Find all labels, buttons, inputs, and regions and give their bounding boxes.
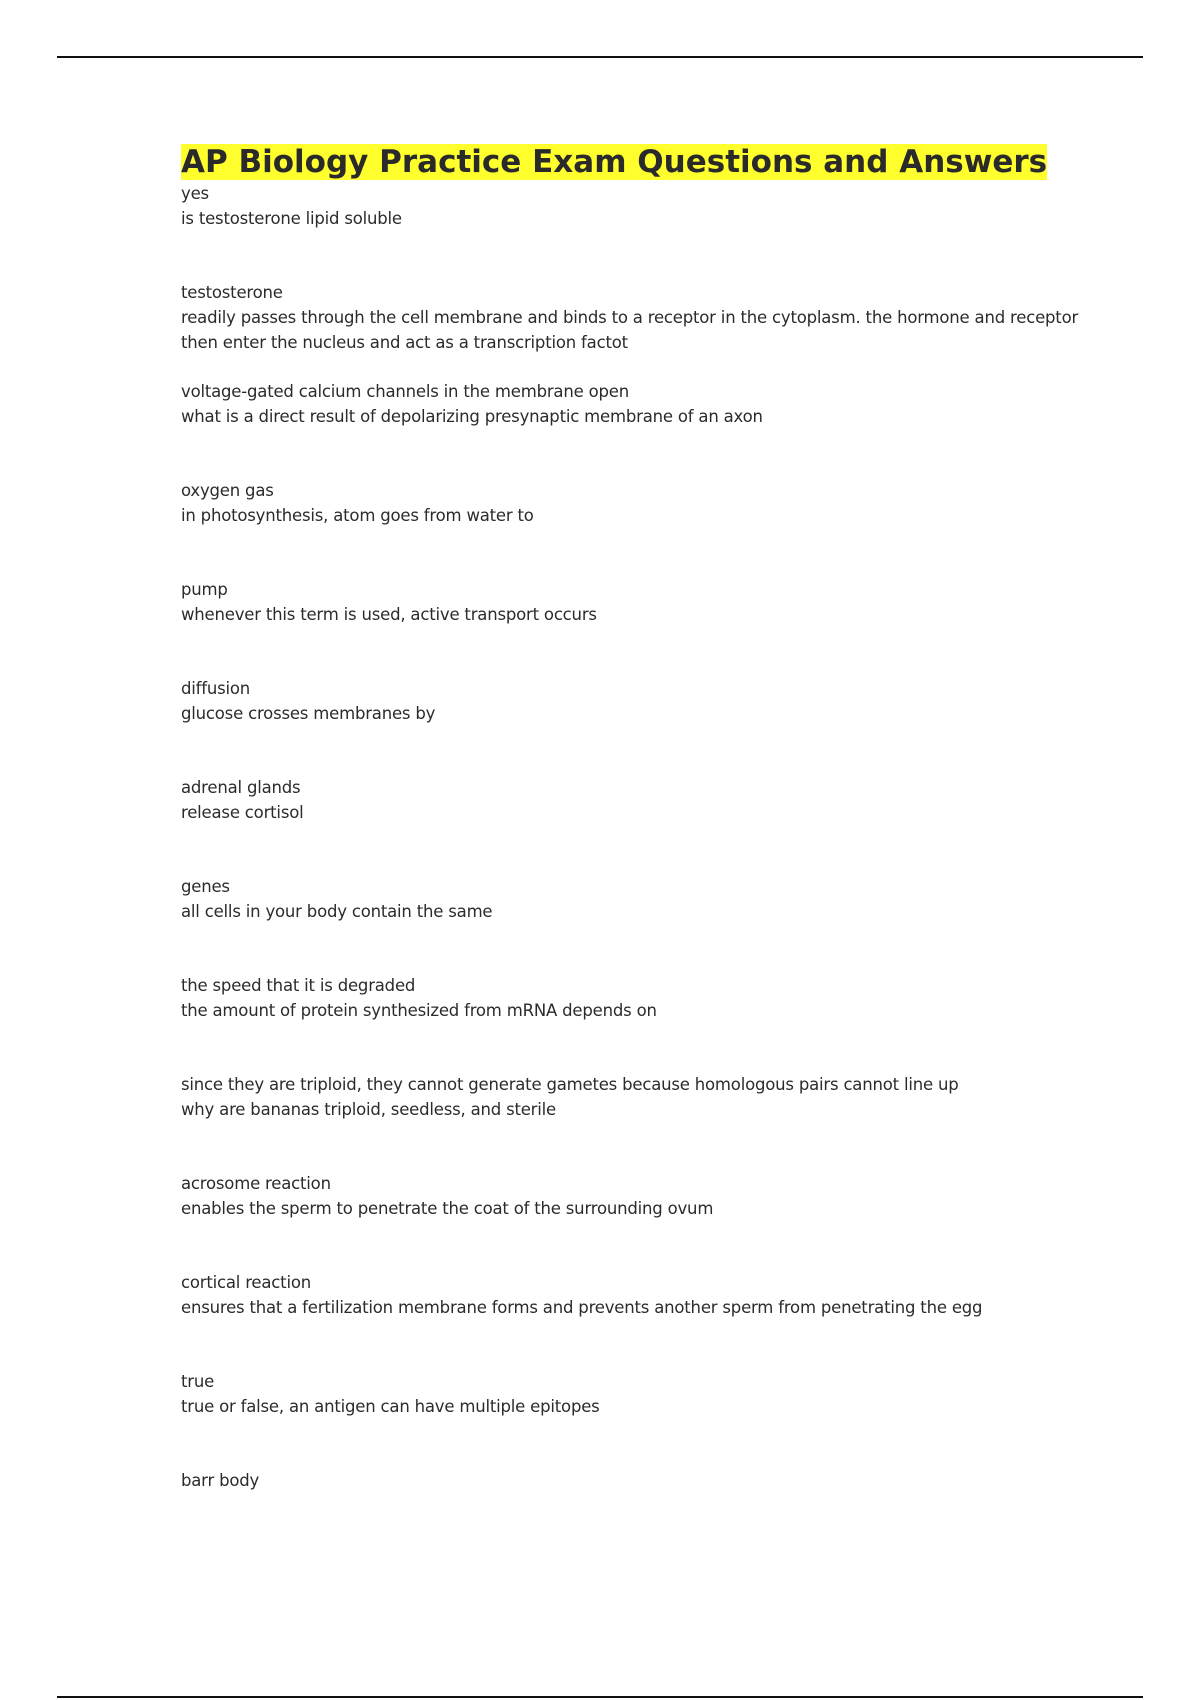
entry-definition: what is a direct result of depolarizing presynaptic membrane of an axon — [181, 407, 763, 426]
entry-definition: in photosynthesis, atom goes from water to — [181, 506, 534, 525]
entry-term: barr body — [181, 1471, 260, 1490]
qa-entry — [181, 478, 1081, 577]
page-top-rule — [57, 56, 1143, 58]
entry-definition: enables the sperm to penetrate the coat of the surrounding ovum — [181, 1199, 714, 1218]
page-bottom-rule — [57, 1696, 1143, 1698]
qa-entry — [181, 577, 1081, 676]
entry-term: since they are triploid, they cannot generate gametes because homologous pairs cannot line up — [181, 1075, 959, 1094]
entry-term: pump — [181, 580, 228, 599]
entry-definition: glucose crosses membranes by — [181, 704, 436, 723]
entry-term: cortical reaction — [181, 1273, 311, 1292]
qa-entry — [181, 1468, 1081, 1567]
qa-entry — [181, 1270, 1081, 1369]
entry-term: acrosome reaction — [181, 1174, 331, 1193]
qa-entry — [181, 1171, 1081, 1270]
qa-entry — [181, 973, 1081, 1072]
title-highlight: AP Biology Practice Exam Questions and Answers — [181, 144, 1048, 180]
qa-entry — [181, 379, 1081, 478]
qa-entry — [181, 1072, 1081, 1171]
qa-entry — [181, 181, 1081, 280]
entry-term: testosterone — [181, 283, 283, 302]
entry-definition: is testosterone lipid soluble — [181, 209, 402, 228]
entry-definition: true or false, an antigen can have multiple epitopes — [181, 1397, 600, 1416]
entry-term: genes — [181, 877, 230, 896]
document-body — [181, 143, 1081, 1567]
entry-term: oxygen gas — [181, 481, 274, 500]
entry-definition: the amount of protein synthesized from mRNA depends on — [181, 1001, 657, 1020]
qa-entry — [181, 1369, 1081, 1468]
entry-term: true — [181, 1372, 215, 1391]
entry-definition: why are bananas triploid, seedless, and sterile — [181, 1100, 556, 1119]
entry-term: adrenal glands — [181, 778, 301, 797]
entry-definition: release cortisol — [181, 803, 304, 822]
qa-entry — [181, 676, 1081, 775]
entry-definition: ensures that a fertilization membrane forms and prevents another sperm from penetrating the egg — [181, 1298, 983, 1317]
qa-list — [181, 181, 1081, 1567]
entry-term: the speed that it is degraded — [181, 976, 416, 995]
entry-term: yes — [181, 184, 209, 203]
qa-entry — [181, 874, 1081, 973]
entry-definition: all cells in your body contain the same — [181, 902, 493, 921]
entry-definition: whenever this term is used, active transport occurs — [181, 605, 597, 624]
qa-entry — [181, 280, 1081, 379]
entry-term: diffusion — [181, 679, 251, 698]
document-title — [181, 143, 1081, 181]
entry-definition: readily passes through the cell membrane and binds to a receptor in the cytoplasm. the hormone and receptor then enter the nucleus and act as a transcription factot — [181, 308, 1079, 352]
entry-term: voltage-gated calcium channels in the membrane open — [181, 382, 629, 401]
qa-entry — [181, 775, 1081, 874]
